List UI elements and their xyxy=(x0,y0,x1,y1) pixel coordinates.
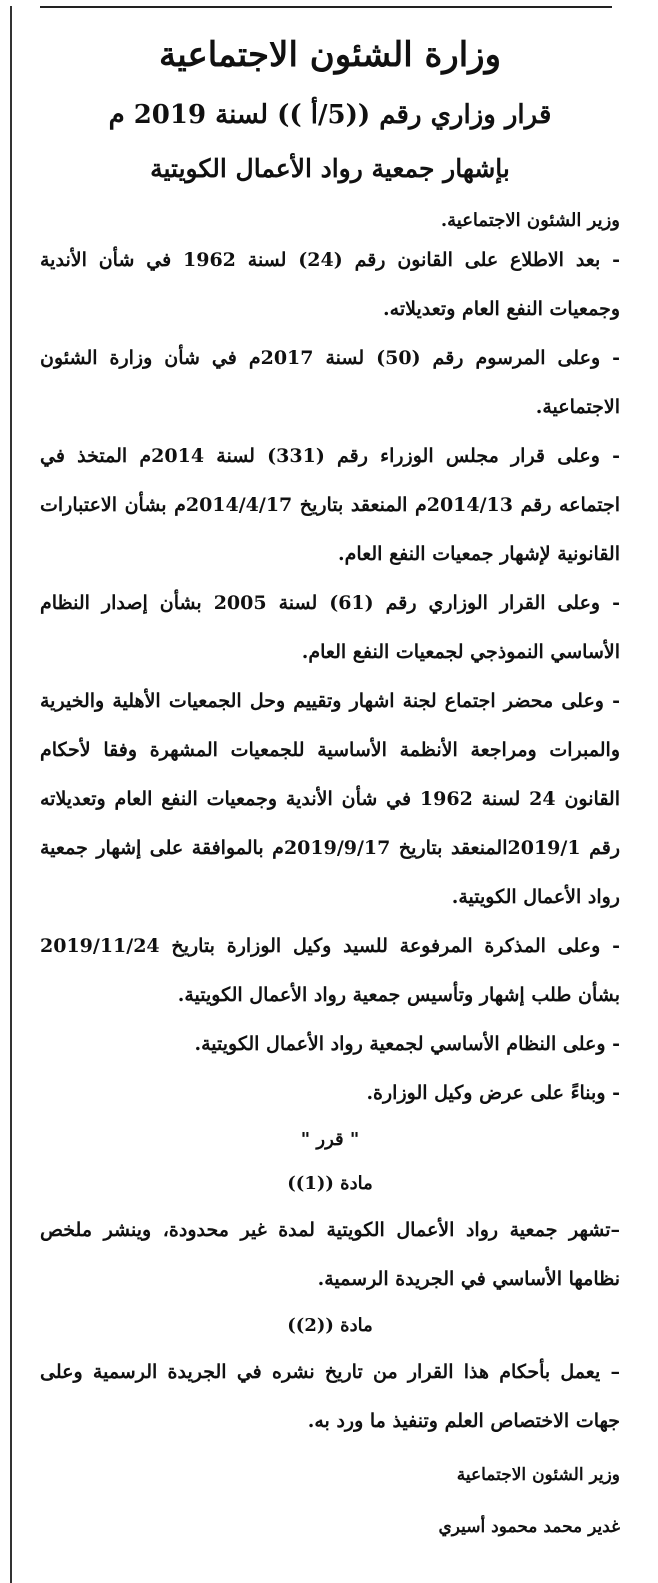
decree-subject: بإشهار جمعية رواد الأعمال الكويتية xyxy=(150,154,510,183)
ministry-name: وزارة الشئون الاجتماعية xyxy=(158,35,502,75)
preamble-item: - وعلى محضر اجتماع لجنة اشهار وتقييم وحل الجمعيات الأهلية والخيرية والمبرات ومراجعة الأنظمة الأساسية للجمعيات المشهرة وفقا لأحكام القانون 24 لسنة 1962 في شأن الأندية وجمعيات النفع العام وتعديلاته رقم 2019/1المنعقد بتاريخ 2019/9/17م بالموافقة على إشهار جمعية رواد الأعمال الكويتية. xyxy=(40,690,621,908)
preamble-item: - وعلى المذكرة المرفوعة للسيد وكيل الوزارة بتاريخ 2019/11/24 بشأن طلب إشهار وتأسيس جمعية رواد الأعمال الكويتية. xyxy=(40,935,620,1006)
preamble-item: - وبناءً على عرض وكيل الوزارة. xyxy=(366,1082,620,1104)
article-text: –تشهر جمعية رواد الأعمال الكويتية لمدة غير محدودة، وينشر ملخص نظامها الأساسي في الجريدة الرسمية. xyxy=(40,1219,620,1290)
preamble-item: - بعد الاطلاع على القانون رقم (24) لسنة 1962 في شأن الأندية وجمعيات النفع العام وتعديلاته. xyxy=(40,249,620,320)
preamble-list xyxy=(40,236,620,1118)
preamble-item: - وعلى المرسوم رقم (50) لسنة 2017م في شأن وزارة الشئون الاجتماعية. xyxy=(40,347,620,418)
article-text: – يعمل بأحكام هذا القرار من تاريخ نشره في الجريدة الرسمية وعلى جهات الاختصاص العلم وتنفيذ ما ورد به. xyxy=(40,1361,620,1432)
decree-title: قرار وزاري رقم ((5/أ )) لسنة 2019 م xyxy=(108,100,552,130)
signatory-name: غدير محمد محمود أسيري xyxy=(438,1517,620,1537)
decided-heading: " قرر " xyxy=(300,1129,360,1150)
left-margin-rule xyxy=(10,6,12,1583)
signatory-title: وزير الشئون الاجتماعية xyxy=(456,1465,620,1485)
decree-content xyxy=(40,20,620,1550)
top-rule xyxy=(40,6,612,8)
article-heading: مادة ((2)) xyxy=(287,1315,373,1336)
issuer-intro: وزير الشئون الاجتماعية. xyxy=(440,210,620,231)
article-heading: مادة ((1)) xyxy=(287,1173,373,1194)
preamble-item: - وعلى قرار مجلس الوزراء رقم (331) لسنة 2014م المتخذ في اجتماعه رقم 2014/13م المنعقد بتاريخ 2014/4/17م بشأن الاعتبارات القانونية لإشهار جمعيات النفع العام. xyxy=(40,445,621,565)
preamble-item: - وعلى القرار الوزاري رقم (61) لسنة 2005 بشأن إصدار النظام الأساسي النموذجي لجمعيات النفع العام. xyxy=(40,592,620,663)
preamble-item: - وعلى النظام الأساسي لجمعية رواد الأعمال الكويتية. xyxy=(194,1033,620,1055)
